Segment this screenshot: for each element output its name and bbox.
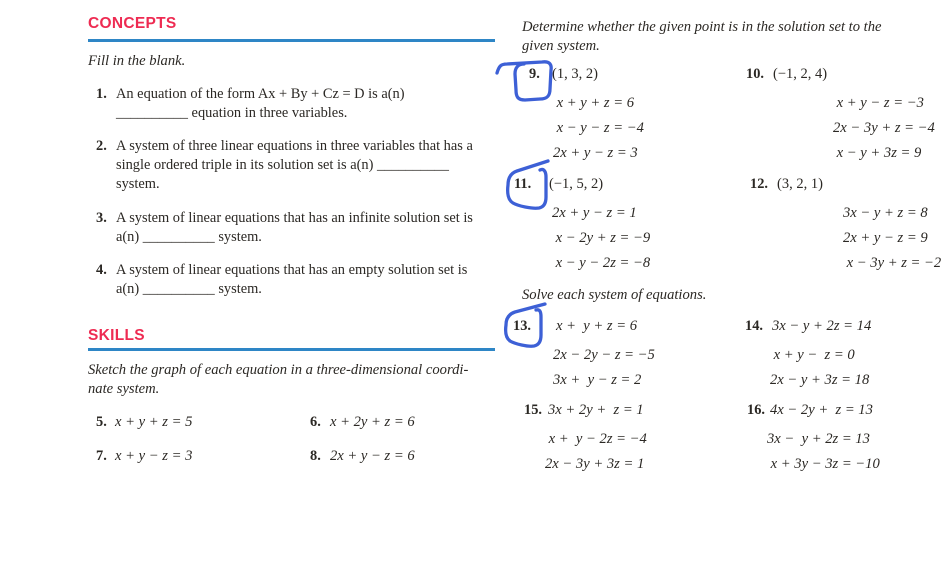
equation: x + y − z = −3 bbox=[833, 95, 924, 111]
problem-number-8: 8. bbox=[310, 448, 321, 464]
problem-number-7: 7. bbox=[96, 448, 107, 464]
equation: x + y + z = 6 bbox=[553, 95, 635, 111]
item-line: __________ equation in three variables. bbox=[116, 105, 348, 121]
system-16 bbox=[767, 427, 880, 477]
equation: x − 3y + z = −2 bbox=[843, 255, 942, 271]
problem-number-12: 12. bbox=[750, 176, 768, 192]
equation: 3x − y + 2z = 13 bbox=[767, 431, 870, 447]
problem-number-16: 16. bbox=[747, 402, 765, 418]
equation: x + y − z = 0 bbox=[770, 347, 855, 363]
equation-5: x + y + z = 5 bbox=[115, 414, 193, 430]
equation: x − y − 2z = −8 bbox=[552, 255, 651, 271]
problem-number-13: 13. bbox=[513, 318, 531, 334]
equation: 2x + y − z = 9 bbox=[843, 230, 928, 246]
equation: 4x − 2y + z = 13 bbox=[770, 402, 873, 418]
fill-item-2 bbox=[96, 137, 500, 194]
sketch-instruction-line: Sketch the graph of each equation in a three-dimensional coordi- bbox=[88, 362, 469, 378]
system-14 bbox=[770, 343, 869, 393]
item-line: A system of three linear equations in three variables that has a bbox=[116, 138, 473, 154]
item-line: An equation of the form Ax + By + Cz = D is a(n) bbox=[116, 86, 405, 102]
item-number: 4. bbox=[96, 262, 107, 278]
problem-number-9: 9. bbox=[529, 66, 540, 82]
equation: 2x + y − z = 1 bbox=[552, 205, 637, 221]
system-10 bbox=[833, 91, 935, 166]
equation: x + 3y − 3z = −10 bbox=[767, 456, 880, 472]
skills-heading: SKILLS bbox=[88, 327, 145, 344]
item-line: single ordered triple in its solution set is a(n) __________ bbox=[116, 157, 449, 173]
equation: x − y − z = −4 bbox=[553, 120, 644, 136]
solve-instruction: Solve each system of equations. bbox=[522, 287, 707, 303]
equation: x + y − 2z = −4 bbox=[545, 431, 647, 447]
item-number: 1. bbox=[96, 86, 107, 102]
item-line: A system of linear equations that has an infinite solution set is bbox=[116, 210, 473, 226]
problem-number-10: 10. bbox=[746, 66, 764, 82]
system-11 bbox=[552, 201, 650, 276]
equation-6: x + 2y + z = 6 bbox=[330, 414, 415, 430]
equation: 3x − y + 2z = 14 bbox=[772, 318, 872, 334]
fill-instruction: Fill in the blank. bbox=[88, 53, 186, 69]
ink-circle-problem-9 bbox=[497, 62, 551, 100]
equation: x − y + 3z = 9 bbox=[833, 145, 922, 161]
problem-number-11: 11. bbox=[514, 176, 532, 192]
problem-number-5: 5. bbox=[96, 414, 107, 430]
equation: 2x − y + 3z = 18 bbox=[770, 372, 870, 388]
skills-rule bbox=[88, 348, 495, 351]
equation: 2x − 3y + z = −4 bbox=[833, 120, 935, 136]
problem-number-6: 6. bbox=[310, 414, 321, 430]
problem-number-15: 15. bbox=[524, 402, 542, 418]
point-9: (1, 3, 2) bbox=[552, 66, 598, 82]
item-number: 3. bbox=[96, 210, 107, 226]
problem-number-14: 14. bbox=[745, 318, 763, 334]
determine-instruction-line: Determine whether the given point is in the solution set to the bbox=[522, 19, 882, 35]
determine-instruction-line: given system. bbox=[522, 38, 600, 54]
item-line: A system of linear equations that has an empty solution set is bbox=[116, 262, 468, 278]
equation: x − 2y + z = −9 bbox=[552, 230, 651, 246]
point-11: (−1, 5, 2) bbox=[549, 176, 604, 192]
equation: 2x + y − z = 3 bbox=[553, 145, 638, 161]
fill-item-3 bbox=[96, 209, 500, 247]
system-15 bbox=[545, 427, 647, 477]
sketch-instruction bbox=[88, 361, 468, 399]
equation: 3x + 2y + z = 1 bbox=[548, 402, 644, 418]
equation: 2x − 2y − z = −5 bbox=[553, 347, 655, 363]
equation-7: x + y − z = 3 bbox=[115, 448, 193, 464]
fill-item-4 bbox=[96, 261, 500, 299]
equation: x + y + z = 6 bbox=[556, 318, 638, 334]
item-line: a(n) __________ system. bbox=[116, 281, 262, 297]
point-12: (3, 2, 1) bbox=[777, 176, 823, 192]
system-13 bbox=[553, 343, 655, 393]
item-line: a(n) __________ system. bbox=[116, 229, 262, 245]
determine-instruction bbox=[522, 18, 882, 56]
point-10: (−1, 2, 4) bbox=[773, 66, 828, 82]
fill-item-1 bbox=[96, 85, 500, 123]
equation: 3x − y + z = 8 bbox=[843, 205, 928, 221]
equation-8: 2x + y − z = 6 bbox=[330, 448, 415, 464]
equation: 2x − 3y + 3z = 1 bbox=[545, 456, 645, 472]
system-9 bbox=[553, 91, 644, 166]
item-line: system. bbox=[116, 176, 160, 192]
item-number: 2. bbox=[96, 138, 107, 154]
sketch-instruction-line: nate system. bbox=[88, 381, 160, 397]
concepts-heading: CONCEPTS bbox=[88, 15, 177, 32]
system-12 bbox=[843, 201, 941, 276]
concepts-rule bbox=[88, 39, 495, 42]
equation: 3x + y − z = 2 bbox=[553, 372, 642, 388]
